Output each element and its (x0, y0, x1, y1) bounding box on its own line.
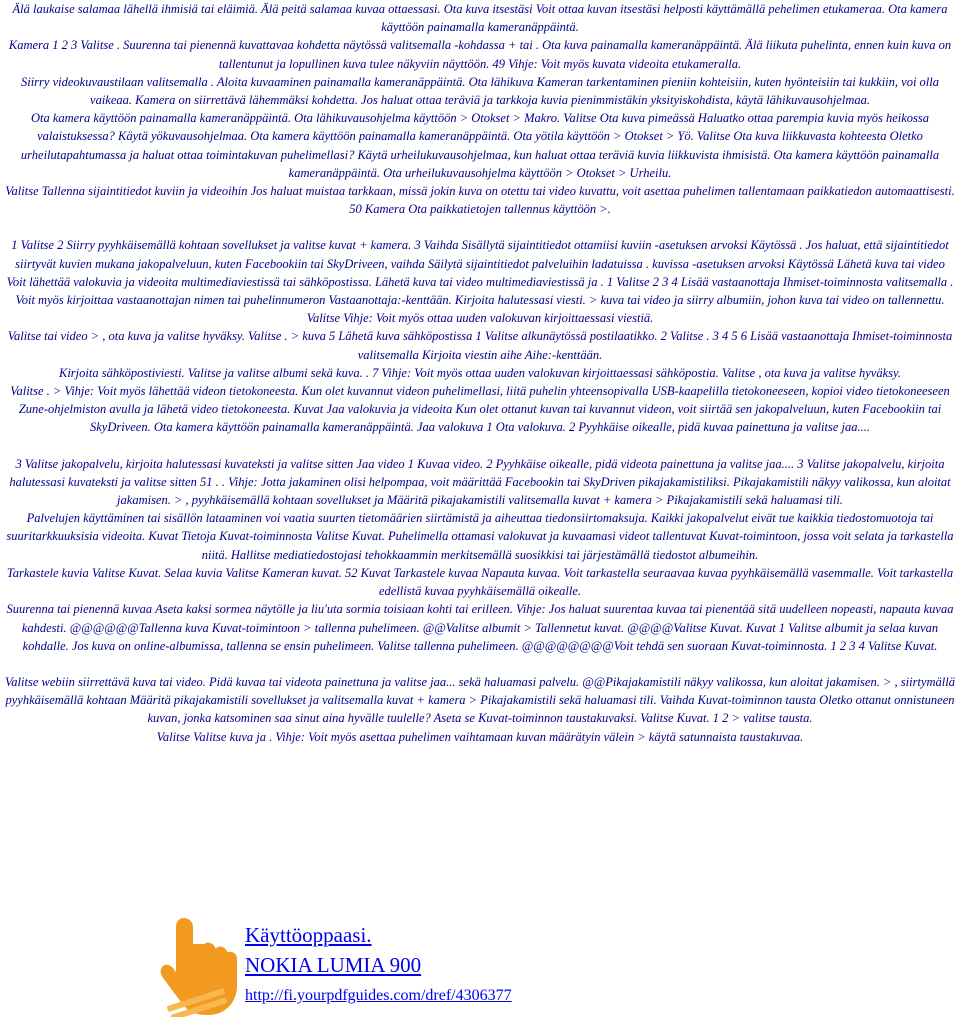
paragraph: Valitse . > Vihje: Voit myös lähettää videon tietokoneesta. Kun olet kuvannut videon puhelimellasi, liitä puhelin yhteensopivalla USB-kaapelilla tietokoneeseen, kopioi video tietokoneeseen Zune-ohjelmiston avulla ja lähetä video tietokoneesta. Kuvat Jaa valokuvia ja videoita Kun olet ottanut kuvan tai kuvannut videon, voit siirtää sen jakopalveluun, kuten Facebookiin tai SkyDriveen. Ota kamera käyttöön painamalla kameranäppäintä. Jaa valokuva 1 Ota valokuva. 2 Pyyhkäise oikealle, pidä kuvaa painettuna ja valitse jaa.... (10, 384, 950, 435)
paragraph: Palvelujen käyttäminen tai sisällön lataaminen voi vaatia suurten tietomäärien siirtämistä ja aiheuttaa tiedonsiirtomaksuja. Kaikki jakopalvelut eivät tue kaikkia tiedostomuotoja tai suuritarkkuuksisia videoita. Kuvat Tietoja Kuvat-toiminnosta Valitse Kuvat. Puhelimella ottamasi valokuvat ja kuvaamasi videot tallentuvat Kuvat-toimintoon, jossa voit selata ja tarkastella niitä. Hallitse mediatiedostojasi tehokkaammin merkitsemällä suosikkisi tai järjestämällä tiedostot albumeihin. (6, 511, 954, 562)
hand-pointer-icon (158, 913, 242, 1017)
guide-title-link[interactable]: Käyttöoppaasi. (245, 923, 372, 947)
paragraph: Älä laukaise salamaa lähellä ihmisiä tai eläimiä. Älä peitä salamaa kuvaa ottaessasi. Ota kuva itsestäsi Voit ottaa kuvan itsestäsi helposti käyttämällä pehelimen etukameraa. Ota kamera käyttöön painamalla kameranäppäintä. (12, 2, 948, 35)
paragraph: Kamera 1 2 3 Valitse . Suurenna tai pienennä kuvattavaa kohdetta näytössä valitsemalla -kohdassa + tai . Ota kuva painamalla kameranäppäintä. Älä liikuta puhelinta, ennen kuin kuva on tallentunut ja lopullinen kuva tulee näkyviin näyttöön. 49 Vihje: Voit myös kuvata videoita etukameralla. (8, 38, 952, 71)
footer-links (245, 921, 512, 1007)
paragraph: Valitse Valitse kuva ja . Vihje: Voit myös asettaa puhelimen vaihtamaan kuvan määrätyin välein > käytä satunnaista taustakuvaa. (156, 729, 804, 744)
paragraph: 1 Valitse 2 Siirry pyyhkäisemällä kohtaan sovellukset ja valitse kuvat + kamera. 3 Vaihda Sisällytä sijaintitiedot ottamiisi kuviin -asetuksen arvoksi Käytössä . Jos haluat, että sijaintitiedot siirtyvät kuvien mukana jakopalveluun, kuten Facebookiin tai SkyDriveen, vaihda Säilytä sijaintitiedot palveluihin ladatuissa . kuvissa -asetuksen arvoksi Käytössä Lähetä kuva tai video Voit lähettää valokuvia ja videoita multimediaviestissä tai sähköpostissa. Lähetä kuva tai video multimediaviestissä ja . 1 Valitse 2 3 4 Lisää vastaanottaja Ihmiset-toiminnosta valitsemalla . Voit myös kirjoittaa vastaanottajan nimen tai puhelinnumeron Vastaanottaja:-kenttään. Kirjoita halutessasi viesti. > kuva tai video ja siirry albumiin, johon kuva tai video on tallennettu. Valitse Vihje: Voit myös ottaa uuden valokuvan kirjoittaessasi viestiä. (6, 238, 954, 326)
model-link[interactable]: NOKIA LUMIA 900 (245, 953, 422, 977)
paragraph: Valitse Tallenna sijaintitiedot kuviin ja videoihin Jos haluat muistaa tarkkaan, missä jokin kuva on otettu tai video kuvattu, voit asettaa puhelimen tallentamaan paikkatiedon automaattisesti. 50 Kamera Ota paikkatietojen tallennus käyttöön >. (5, 184, 955, 217)
section-gap (4, 437, 956, 455)
section-gap (4, 218, 956, 236)
paragraph: Ota kamera käyttöön painamalla kameranäppäintä. Ota lähikuvausohjelma käyttöön > Otokset > Makro. Valitse Ota kuva pimeässä Haluatko ottaa parempia kuvia myös heikossa valaistuksessa? Käytä yökuvausohjelmaa. Ota kamera käyttöön painamalla kameranäppäintä. Ota yötila käyttöön > Otokset > Yö. Valitse Ota kuva liikkuvasta kohteesta Oletko urheilutapahtumassa ja haluat ottaa toimintakuvan puhelimellasi? Käytä urheilukuvausohjelmaa, kun haluat ottaa teräviä kuvia liikkuvista ihmisistä. Ota kamera käyttöön painamalla kameranäppäintä. Ota urheilukuvausohjelma käyttöön > Otokset > Urheilu. (20, 111, 940, 180)
guide-url-link[interactable]: http://fi.yourpdfguides.com/dref/4306377 (245, 987, 512, 1004)
section-gap (4, 655, 956, 673)
paragraph: Valitse webiin siirrettävä kuva tai video. Pidä kuvaa tai videota painettuna ja valitse jaa... sekä haluamasi palvelu. @@Pikajakamistili näkyy valikossa, kun aloitat jakamisen. > , siirtymällä pyyhkäisemällä kohtaan Määritä pikajakamistili sovellukset ja valitsemalla kuvat + kamera > Pikajakamistili sekä haluamasi tili. Vaihda Kuvat-toiminnon taustа Oletko ottanut onnistuneen kuvan, jonka katsominen saa sinut aina hyvälle tuulelle? Aseta se Kuvat-toiminnon taustakuvaksi. Valitse Kuvat. 1 2 > valitse tausta. (5, 674, 955, 726)
paragraph: 3 Valitse jakopalvelu, kirjoita halutessasi kuvateksti ja valitse sitten Jaa video 1 Kuvaa video. 2 Pyyhkäise oikealle, pidä videota painettuna ja valitse jaa.... 3 Valitse jakopalvelu, kirjoita halutessasi kuvateksti ja valitse sitten 51 . . Vihje: Jotta jakaminen olisi helpompaa, voit määrittää Facebookin tai SkyDriven pikajakamistiliksi. Pikajakamistili näkyy valikossa, kun aloitat jakamisen. > , pyyhkäisemällä kohtaan sovellukset ja Määritä pikajakamistili valitsemalla kuvat + kamera > Pikajakamistili sekä haluamasi tili. (9, 456, 951, 508)
paragraph: Suurenna tai pienennä kuvaa Aseta kaksi sormea näytölle ja liu'uta sormia toisiaan kohti tai erilleen. Vihje: Jos haluat suurentaa kuvaa tai pienentää sitä uudelleen nopeasti, napauta kuvaa kahdesti. @@@@@@Tallenna kuva Kuvat-toimintoon > tallenna puhelimeen. @@Valitse albumit > Tallennetut kuvat. @@@@Valitse Kuvat. Kuvat 1 Valitse albumit ja selaa kuvan kohdalle. Jos kuva on online-albumissa, tallenna se ensin puhelimeen. Valitse tallenna puhelimeen. @@@@@@@@Voit tehdä sen suoraan Kuvat-toiminnosta. 1 2 3 4 Valitse Kuvat. (6, 602, 954, 653)
paragraph: Tarkastele kuvia Valitse Kuvat. Selaa kuvia Valitse Kameran kuvat. 52 Kuvat Tarkastele kuvaa Napauta kuvaa. Voit tarkastella seuraavaa kuvaa pyyhkäisemällä vasemmalle. Voit tarkastella edellistä kuvaa pyyhkäisemällä oikealle. (6, 565, 954, 599)
document-body (4, 0, 956, 746)
paragraph: Siirry videokuvaustilaan valitsemalla . Aloita kuvaaminen painamalla kameranäppäintä. Ota lähikuva Kameran tarkentaminen pieniin kohteisiin, kuten hyönteisiin tai kukkiin, voi olla vaikeaa. Kamera on siirrettävä lähemmäksi kohdetta. Jos haluat ottaa teräviä ja tarkkoja kuvia pienimmistäkin yksityiskohdista, käytä lähikuvausohjelmaa. (20, 74, 940, 108)
paragraph: Kirjoita sähköpostiviesti. Valitse ja valitse albumi sekä kuva. . 7 Vihje: Voit myös ottaa uuden valokuvan kirjoittaessasi sähköpostia. Valitse , ota kuva ja valitse hyväksy. (58, 365, 901, 380)
footer (0, 913, 960, 1017)
paragraph: Valitse tai video > , ota kuva ja valitse hyväksy. Valitse . > kuva 5 Lähetä kuva sähköpostissa 1 Valitse alkunäytössä postilaatikko. 2 Valitse . 3 4 5 6 Lisää vastaanottaja Ihmiset-toiminnosta valitsemalla Kirjoita viestin aihe Aihe:-kenttään. (7, 329, 953, 362)
